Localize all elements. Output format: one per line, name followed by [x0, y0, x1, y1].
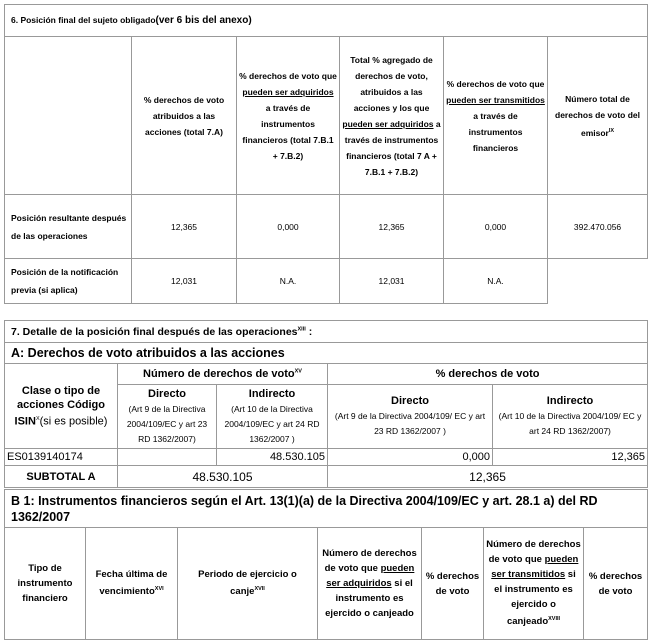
- num-voting-rights-header: Número de derechos de voto$^{XV}$: [118, 364, 328, 385]
- header-total-voting-rights: Número total de derechos de voto del emisor$^{IX}$: [548, 37, 648, 195]
- header-pct-voting-2: % derechos de voto: [584, 528, 648, 640]
- pct-directo-header: Directo (Art 9 de la Directiva 2004/109/ EC y art 23 RD 1362/2007 ): [328, 385, 493, 449]
- header-pct-acquirable: % derechos de voto que pueden ser adquiridos a través de instrumentos financieros (total 7.B.1 + 7.B.2): [237, 37, 340, 195]
- pct-voting-rights-header: % derechos de voto: [328, 364, 648, 385]
- header-exercise-period: Periodo de ejercicio o canje$^{XVII}$: [178, 528, 318, 640]
- section-6-table: [4, 4, 648, 304]
- header-pct-transferable: % derechos de voto que pueden ser transmitidos a través de instrumentos financieros: [444, 37, 548, 195]
- header-total-pct: Total % agregado de derechos de voto, atribuidos a las acciones y los que pueden ser adquiridos a través de instrumentos financieros (total 7 A + 7.B.1 + 7.B.2): [340, 37, 444, 195]
- header-num-transferable: Número de derechos de voto que pueden ser transmitidos si el instrumento es ejercido o canjeado$^{XVIII}$: [484, 528, 584, 640]
- cell-value: 392.470.056: [548, 195, 648, 259]
- section-7a-table: [4, 320, 648, 488]
- cell-value: N.A.: [237, 259, 340, 304]
- header-pct-attributed: % derechos de voto atribuidos a las acciones (total 7.A): [132, 37, 237, 195]
- row-label-resulting: Posición resultante después de las operaciones: [5, 195, 132, 259]
- subtotal-num: 48.530.105: [118, 466, 328, 488]
- num-indirecto-value: 48.530.105: [217, 449, 328, 466]
- num-directo-header: Directo (Art 9 de la Directiva 2004/109/EC y art 23 RD 1362/2007): [118, 385, 217, 449]
- section-7a-title: A: Derechos de voto atribuidos a las acciones: [5, 343, 648, 364]
- cell-value: N.A.: [444, 259, 548, 304]
- cell-value: 12,031: [132, 259, 237, 304]
- section-b1-title: B 1: Instrumentos financieros según el Art. 13(1)(a) de la Directiva 2004/109/EC y art. 28.1 a) del RD 1362/2007: [5, 490, 648, 528]
- section-b1-table: [4, 489, 648, 640]
- cell-empty: [118, 449, 217, 466]
- cell-value: 12,031: [340, 259, 444, 304]
- subtotal-label: SUBTOTAL A: [5, 466, 118, 488]
- isin-code: ES0139140174: [5, 449, 118, 466]
- pct-directo-value: 0,000: [328, 449, 493, 466]
- num-indirecto-header: Indirecto (Art 10 de la Directiva 2004/109/EC y art 24 RD 1362/2007 ): [217, 385, 328, 449]
- section-7-title: 7. Detalle de la posición final después de las operaciones$^{XIII}$ :: [5, 321, 648, 343]
- header-expiry-date: Fecha última de vencimiento$^{XVI}$: [86, 528, 178, 640]
- pct-indirecto-value: 12,365: [493, 449, 648, 466]
- cell-value: 0,000: [237, 195, 340, 259]
- section-6-title: 6. Posición final del sujeto obligado(ver 6 bis del anexo): [5, 5, 648, 37]
- cell-value: 12,365: [340, 195, 444, 259]
- header-instrument-type: Tipo de instrumento financiero: [5, 528, 86, 640]
- cell-value: 0,000: [444, 195, 548, 259]
- header-pct-voting: % derechos de voto: [422, 528, 484, 640]
- cell-value: 12,365: [132, 195, 237, 259]
- class-header: Clase o tipo de acciones Código $ISIN^X(si$ es posible): [5, 364, 118, 449]
- pct-indirecto-header: Indirecto (Art 10 de la Directiva 2004/109/ EC y art 24 RD 1362/2007): [493, 385, 648, 449]
- header-num-acquirable: Número de derechos de voto que pueden ser adquiridos si el instrumento es ejercido o canjeado: [318, 528, 422, 640]
- row-label-previous: Posición de la notificación previa (si aplica): [5, 259, 132, 304]
- empty-cell: [548, 259, 648, 304]
- empty-header-cell: [5, 37, 132, 195]
- subtotal-pct: 12,365: [328, 466, 648, 488]
